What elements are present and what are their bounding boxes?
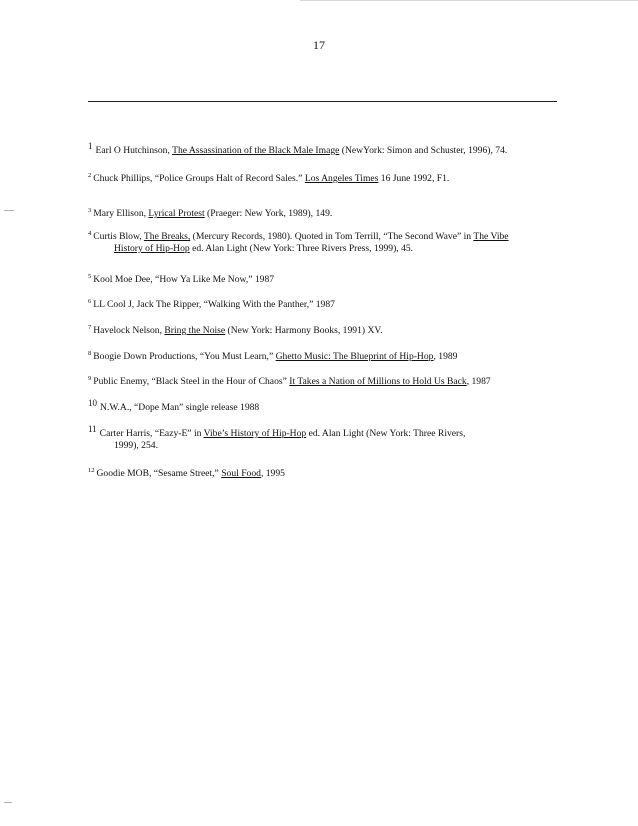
footnote-text: , 1989 [433, 351, 458, 362]
footnote-title: It Takes a Nation of Millions to Hold Us Back [289, 376, 467, 387]
footnote-text: Boogie Down Productions, “You Must Learn,” [93, 351, 276, 362]
footnote-7 [88, 322, 568, 337]
footnote-text: Kool Moe Dee, “How Ya Like Me Now,” 1987 [93, 274, 275, 285]
footnote-text: 1999), 254. [114, 440, 158, 451]
footnote-number: 4 [88, 230, 92, 237]
footnote-12 [88, 465, 568, 480]
footnote-title: Ghetto Music: The Blueprint of Hip-Hop [275, 351, 434, 362]
footnote-number: 10 [88, 398, 97, 408]
footnote-number: 3 [88, 207, 92, 214]
footnote-text: (Praeger: New York, 1989), 149. [204, 208, 333, 219]
margin-mark [4, 210, 14, 211]
footnote-text: (New York: Harmony Books, 1991) XV. [225, 325, 383, 336]
footnote-text: Earl O Hutchinson, [95, 145, 173, 156]
footnote-1 [88, 140, 568, 157]
footnote-8 [88, 348, 568, 363]
footnote-number: 12 [88, 467, 95, 474]
footnote-title: Vibe’s History of Hip-Hop [203, 428, 307, 439]
footnote-number: 5 [88, 273, 92, 280]
footnote-title: Bring the Noise [164, 325, 226, 336]
footnote-3 [88, 205, 568, 220]
footnote-5 [88, 271, 568, 286]
footnote-text: Chuck Phillips, “Police Groups Halt of Record Sales.” [93, 173, 305, 184]
footnote-title: Soul Food [221, 468, 261, 479]
footnote-text: (NewYork: Simon and Schuster, 1996), 74. [339, 145, 508, 156]
footnote-number: 1 [88, 141, 93, 151]
footnote-text: ed. Alan Light (New York: Three Rivers, [306, 428, 466, 439]
footnote-text: ed. Alan Light (New York: Three Rivers Press, 1999), 45. [189, 243, 414, 254]
footnote-title: History of Hip-Hop [114, 243, 190, 254]
footnote-11 [88, 423, 568, 452]
footnote-number: 7 [88, 324, 92, 331]
footnote-title: The Assassination of the Black Male Image [172, 145, 340, 156]
page-number: 17 [313, 38, 325, 52]
footnote-text: , 1987 [466, 376, 491, 387]
footnote-number: 2 [88, 172, 92, 179]
footnote-number: 11 [88, 424, 97, 434]
footnote-6 [88, 296, 568, 311]
footnote-continuation [88, 243, 568, 255]
footnote-text: Public Enemy, “Black Steel in the Hour of Chaos” [93, 376, 290, 387]
footnote-title: The Vibe [473, 231, 509, 242]
footnote-number: 6 [88, 298, 92, 305]
footnote-text: Mary Ellison, [93, 208, 149, 219]
margin-mark [4, 802, 12, 803]
footnote-9 [88, 373, 568, 388]
footnote-text: Curtis Blow, [93, 231, 144, 242]
footnote-number: 9 [88, 375, 92, 382]
footnote-title: Los Angeles Times [304, 173, 379, 184]
footnote-text: Goodie MOB, “Sesame Street,” [96, 468, 222, 479]
footnote-text: Havelock Nelson, [93, 325, 165, 336]
footnote-continuation [88, 440, 568, 452]
top-edge-rule [300, 0, 638, 1]
footnote-10 [88, 397, 568, 414]
footnote-title: The Breaks, [143, 231, 191, 242]
footnote-divider [88, 101, 557, 102]
footnote-2 [88, 170, 568, 185]
footnote-text: N.W.A., “Dope Man” single release 1988 [100, 402, 260, 413]
footnote-number: 8 [88, 350, 92, 357]
footnote-text: LL Cool J, Jack The Ripper, “Walking With the Panther,” 1987 [93, 299, 335, 310]
footnote-text: 16 June 1992, F1. [378, 173, 450, 184]
footnote-text: (Mercury Records, 1980). Quoted in Tom Terrill, “The Second Wave” in [190, 231, 474, 242]
footnote-text: Carter Harris, “Eazy-E” in [99, 428, 204, 439]
footnote-text: , 1995 [260, 468, 285, 479]
footnote-title: Lyrical Protest [148, 208, 205, 219]
footnote-4 [88, 228, 568, 255]
